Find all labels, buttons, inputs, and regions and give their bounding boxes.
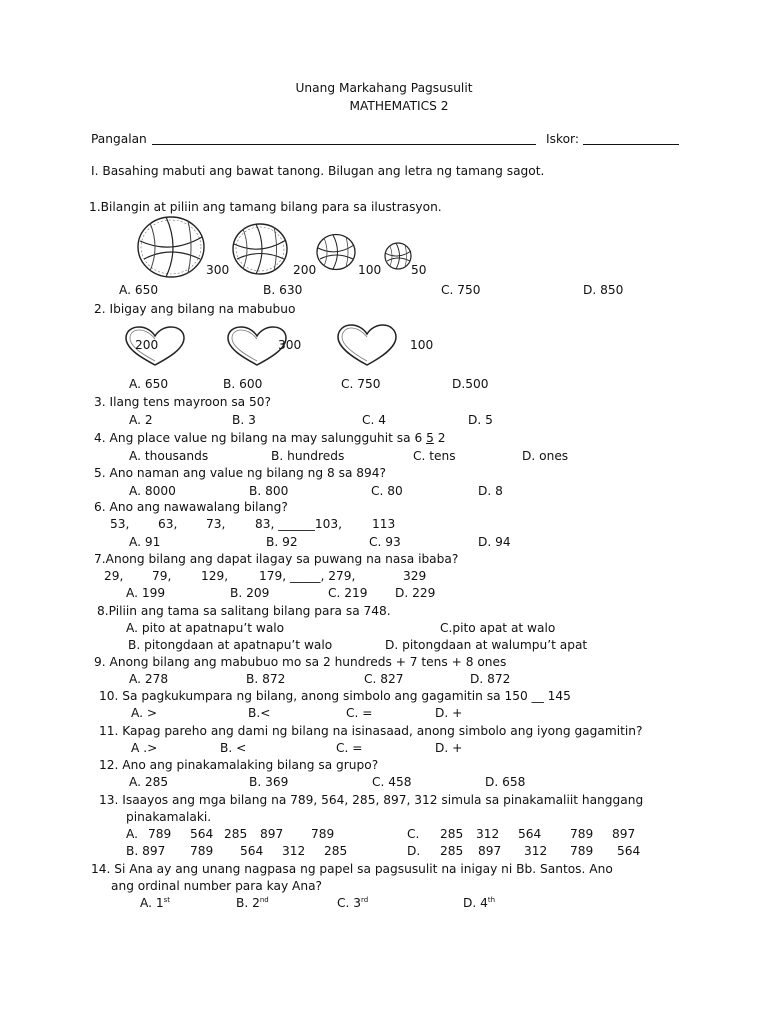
q12-choice-a[interactable]: A. 285 [129, 775, 169, 789]
underlined-digit: 5 [426, 431, 434, 445]
q3-choice-b[interactable]: B. 3 [232, 413, 256, 427]
q6-choice-a[interactable]: A. 91 [129, 535, 161, 549]
q4-choice-a[interactable]: A. thousands [129, 449, 209, 463]
q10-choice-c[interactable]: C. = [346, 706, 373, 720]
heart-icon [334, 322, 400, 368]
name-label: Pangalan [91, 132, 147, 146]
q5-choice-a[interactable]: A. 8000 [129, 484, 176, 498]
question-7: 7.Anong bilang ang dapat ilagay sa puwang na nasa ibaba? [94, 552, 459, 566]
q3-choice-d[interactable]: D. 5 [468, 413, 493, 427]
q6-choice-b[interactable]: B. 92 [266, 535, 298, 549]
q1-choice-a[interactable]: A. 650 [119, 283, 159, 297]
question-8: 8.Piliin ang tama sa salitang bilang para sa 748. [97, 604, 391, 618]
q5-choice-d[interactable]: D. 8 [478, 484, 503, 498]
q2-choice-c[interactable]: C. 750 [341, 377, 381, 391]
score-label: Iskor: [546, 132, 579, 146]
question-14-cont: ang ordinal number para kay Ana? [111, 879, 323, 893]
q7-sequence-item: 129, [201, 569, 229, 583]
q2-value: 200 [135, 338, 159, 352]
q1-choice-d[interactable]: D. 850 [583, 283, 624, 297]
q11-choice-d[interactable]: D. + [435, 741, 463, 755]
question-5: 5. Ano naman ang value ng bilang ng 8 sa 894? [94, 466, 387, 480]
basketball-icon [136, 215, 206, 279]
q14-choice-c[interactable]: C. 3rd [337, 896, 369, 910]
q2-choice-b[interactable]: B. 600 [223, 377, 263, 391]
q7-sequence-item: 29, [104, 569, 124, 583]
q14-choice-b[interactable]: B. 2nd [236, 896, 269, 910]
q9-choice-a[interactable]: A. 278 [129, 672, 169, 686]
q11-choice-a[interactable]: A .> [131, 741, 158, 755]
exam-title: Unang Markahang Pagsusulit [295, 81, 473, 95]
question-12: 12. Ano ang pinakamalaking bilang sa grupo? [99, 758, 379, 772]
q6-sequence-item: 113 [372, 517, 396, 531]
q4-choice-b[interactable]: B. hundreds [271, 449, 345, 463]
question-1: 1.Bilangin at piliin ang tamang bilang para sa ilustrasyon. [89, 200, 442, 214]
q1-value: 50 [411, 263, 427, 277]
q9-choice-b[interactable]: B. 872 [246, 672, 286, 686]
q4-choice-c[interactable]: C. tens [413, 449, 456, 463]
q3-choice-a[interactable]: A. 2 [129, 413, 153, 427]
q6-choice-d[interactable]: D. 94 [478, 535, 511, 549]
q6-sequence-item: 83, ______103, [255, 517, 342, 531]
q5-choice-c[interactable]: C. 80 [371, 484, 403, 498]
q12-choice-d[interactable]: D. 658 [485, 775, 526, 789]
q7-choice-b[interactable]: B. 209 [230, 586, 270, 600]
question-13-cont: pinakamalaki. [126, 810, 212, 824]
q8-choice-a[interactable]: A. pito at apatnapu’t walo [126, 621, 285, 635]
exam-subject: MATHEMATICS 2 [349, 99, 449, 113]
q1-choice-b[interactable]: B. 630 [263, 283, 303, 297]
q14-choice-a[interactable]: A. 1st [140, 896, 171, 910]
question-10: 10. Sa pagkukumpara ng bilang, anong simbolo ang gagamitin sa 150 __ 145 [99, 689, 571, 703]
q12-choice-c[interactable]: C. 458 [372, 775, 412, 789]
q2-value: 300 [278, 338, 302, 352]
score-line[interactable] [583, 144, 679, 145]
q3-choice-c[interactable]: C. 4 [362, 413, 387, 427]
q8-choice-d[interactable]: D. pitongdaan at walumpu’t apat [385, 638, 588, 652]
q9-choice-c[interactable]: C. 827 [364, 672, 404, 686]
question-14: 14. Si Ana ay ang unang nagpasa ng papel sa pagsusulit na inigay ni Bb. Santos. Ano [91, 862, 613, 876]
basketball-icon [231, 222, 289, 276]
q11-choice-b[interactable]: B. < [220, 741, 247, 755]
q5-choice-b[interactable]: B. 800 [249, 484, 289, 498]
basketball-icon [384, 242, 412, 270]
q2-value: 100 [410, 338, 434, 352]
basketball-icon [316, 233, 356, 271]
q8-choice-b[interactable]: B. pitongdaan at apatnapu’t walo [128, 638, 333, 652]
question-13: 13. Isaayos ang mga bilang na 789, 564, 285, 897, 312 simula sa pinakamaliit hanggang [99, 793, 644, 807]
q7-sequence-item: 329 [403, 569, 427, 583]
q2-choice-a[interactable]: A. 650 [129, 377, 169, 391]
name-line[interactable] [152, 144, 536, 145]
q10-choice-d[interactable]: D. + [435, 706, 463, 720]
q6-sequence-item: 73, [206, 517, 226, 531]
q10-choice-a[interactable]: A. > [131, 706, 158, 720]
q4-choice-d[interactable]: D. ones [522, 449, 569, 463]
question-3: 3. Ilang tens mayroon sa 50? [94, 395, 271, 409]
q11-choice-c[interactable]: C. = [336, 741, 363, 755]
q7-sequence-item: 179, _____, 279, [259, 569, 356, 583]
question-4: 4. Ang place value ng bilang na may salungguhit sa 6 5 2 [94, 431, 446, 445]
q9-choice-d[interactable]: D. 872 [470, 672, 511, 686]
q14-choice-d[interactable]: D. 4th [463, 896, 496, 910]
q7-choice-c[interactable]: C. 219 [328, 586, 368, 600]
question-2: 2. Ibigay ang bilang na mabubuo [94, 302, 296, 316]
q1-value: 100 [358, 263, 382, 277]
q12-choice-b[interactable]: B. 369 [249, 775, 289, 789]
q6-sequence-item: 63, [158, 517, 178, 531]
q7-sequence-item: 79, [152, 569, 172, 583]
instruction: I. Basahing mabuti ang bawat tanong. Bilugan ang letra ng tamang sagot. [91, 164, 545, 178]
q10-choice-b[interactable]: B.< [248, 706, 271, 720]
q8-choice-c[interactable]: C.pito apat at walo [440, 621, 556, 635]
q1-value: 300 [206, 263, 230, 277]
q6-choice-c[interactable]: C. 93 [369, 535, 401, 549]
question-6: 6. Ano ang nawawalang bilang? [94, 500, 288, 514]
q7-choice-a[interactable]: A. 199 [126, 586, 166, 600]
question-9: 9. Anong bilang ang mabubuo mo sa 2 hundreds + 7 tens + 8 ones [94, 655, 507, 669]
question-11: 11. Kapag pareho ang dami ng bilang na isinasaad, anong simbolo ang iyong gagamitin? [99, 724, 643, 738]
q2-choice-d[interactable]: D.500 [452, 377, 489, 391]
q6-sequence-item: 53, [110, 517, 130, 531]
q1-choice-c[interactable]: C. 750 [441, 283, 481, 297]
q7-choice-d[interactable]: D. 229 [395, 586, 436, 600]
q1-value: 200 [293, 263, 317, 277]
